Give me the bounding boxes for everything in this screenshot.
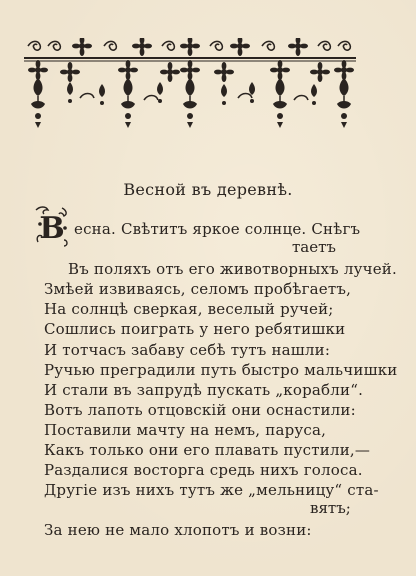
poem-line-15: вятъ; (310, 499, 351, 517)
poem-line-7: И тотчасъ забаву себѣ тутъ нашли: (44, 341, 331, 359)
poem-line-2: таетъ (292, 238, 336, 256)
poem-line-1: есна. Свѣтитъ яркое солнце. Снѣгъ (74, 220, 361, 238)
poem-line-3: Въ поляхъ отъ его животворныхъ лучей. (68, 260, 397, 278)
poem-line-12: Какъ только они его плавать пустили,— (44, 441, 371, 459)
poem-line-4: Змѣей извиваясь, селомъ пробѣгаетъ, (44, 280, 352, 298)
poem-line-16: За нею не мало хлопотъ и возни: (44, 521, 312, 539)
drop-cap-letter: В (39, 211, 65, 246)
floral-ornament-header (24, 38, 356, 130)
poem-line-5: На солнцѣ сверкая, веселый ручей; (44, 300, 334, 318)
poem-line-9: И стали въ запрудѣ пускать „корабли“. (44, 381, 364, 399)
poem-line-10: Вотъ лапоть отцовскій они оснастили: (44, 401, 356, 419)
poem-line-14: Другіе изъ нихъ тутъ же „мельницу“ ста- (44, 481, 379, 499)
poem-line-8: Ручью преградили путь быстро мальчишки (44, 361, 398, 379)
poem-line-13: Раздалися восторга средь нихъ голоса. (44, 461, 363, 479)
poem-line-6: Сошлись поиграть у него ребятишки (44, 320, 346, 338)
poem-line-11: Поставили мачту на немъ, паруса, (44, 421, 327, 439)
poem-title: Весной въ деревнѣ. (123, 180, 293, 199)
drop-cap-ornament (34, 204, 70, 248)
